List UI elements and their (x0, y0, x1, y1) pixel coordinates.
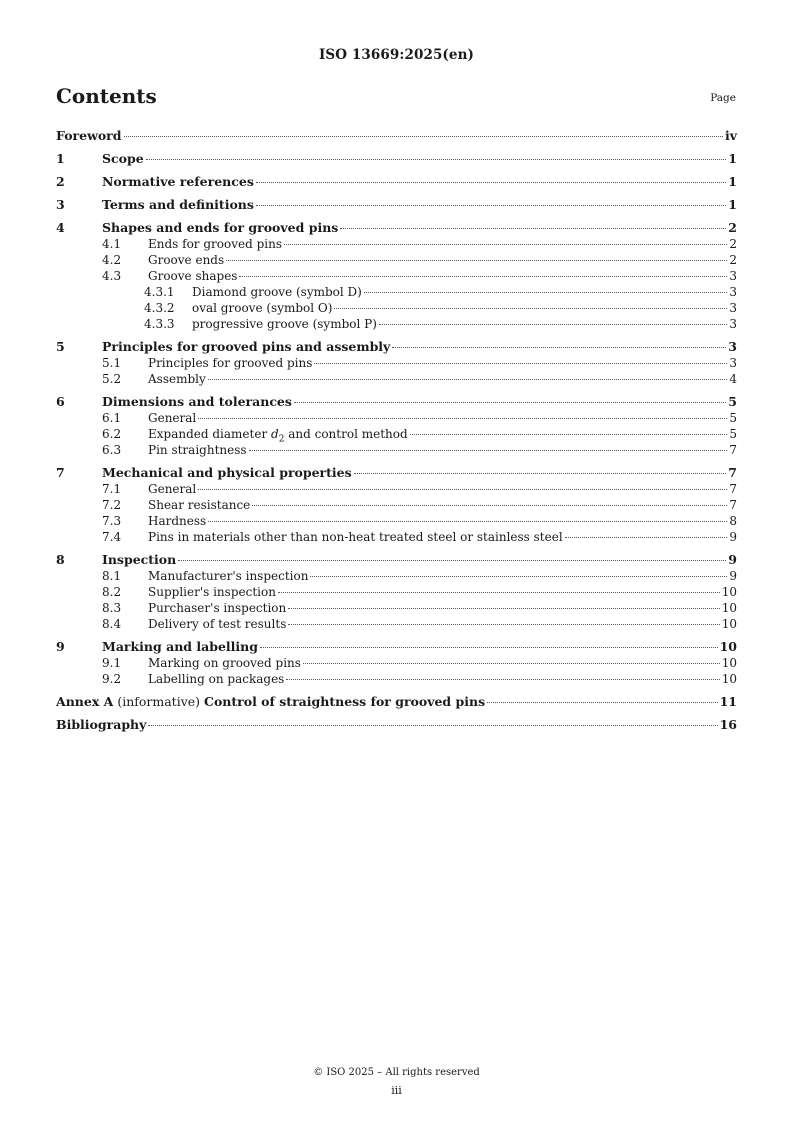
toc-number: 7.2 (102, 498, 122, 512)
toc-title: Mechanical and physical properties (102, 465, 352, 480)
toc-number: 4 (56, 220, 65, 235)
toc-number: 7.3 (102, 514, 122, 528)
toc-title-part: Expanded diameter (148, 427, 271, 441)
toc-number: 9 (56, 639, 65, 654)
dot-leader (198, 418, 727, 419)
page-number: iii (391, 1084, 402, 1097)
dot-leader (148, 725, 717, 726)
toc-number: 8.2 (102, 585, 122, 599)
toc-page: 1 (728, 151, 737, 166)
toc-title: progressive groove (symbol P) (192, 317, 377, 331)
toc-number: 4.2 (102, 253, 122, 267)
toc-entry-8-1[interactable] (56, 568, 737, 584)
dot-leader (208, 521, 727, 522)
toc-number: 1 (56, 151, 65, 166)
dot-leader (124, 136, 723, 137)
document-id-header: ISO 13669:2025(en) (318, 47, 475, 63)
toc-entry-2[interactable] (56, 174, 737, 190)
toc-title: Principles for grooved pins (148, 356, 313, 370)
dot-leader (303, 663, 720, 664)
toc-title: Delivery of test results (148, 617, 287, 631)
toc-title: Marking on grooved pins (148, 656, 301, 670)
toc-entry-3[interactable] (56, 197, 737, 213)
toc-page: 1 (728, 174, 737, 189)
toc-number: 4.3.2 (144, 301, 175, 315)
toc-entry-7-4[interactable] (56, 529, 737, 545)
dot-leader (208, 379, 728, 380)
toc-page: 16 (719, 717, 737, 732)
toc-entry-5[interactable] (56, 339, 737, 355)
toc-page: 5 (728, 394, 737, 409)
annex-type: (informative) (113, 694, 205, 709)
toc-entry-4-3[interactable] (56, 268, 737, 284)
dot-leader (278, 592, 720, 593)
toc-title: Principles for grooved pins and assembly (102, 339, 391, 354)
toc-page: 10 (721, 617, 737, 631)
dot-leader (146, 159, 727, 160)
toc-title: Pin straightness (148, 443, 247, 457)
toc-title-variable: d (271, 427, 279, 441)
toc-title: Labelling on packages (148, 672, 285, 686)
dot-leader (379, 324, 727, 325)
toc-page: 9 (729, 530, 737, 544)
toc-title: Manufacturer's inspection (148, 569, 309, 583)
toc-number: 9.2 (102, 672, 122, 686)
toc-number: 3 (56, 197, 65, 212)
toc-entry-bibliography[interactable] (56, 717, 737, 733)
toc-page: 3 (729, 356, 737, 370)
toc-entry-4-1[interactable] (56, 236, 737, 252)
toc-title: Marking and labelling (102, 639, 259, 654)
dot-leader (178, 560, 726, 561)
dot-leader (310, 576, 727, 577)
toc-number: 6.3 (102, 443, 122, 457)
toc-number: 8.4 (102, 617, 122, 631)
toc-title: Assembly (148, 372, 206, 386)
toc-page: 9 (728, 552, 737, 567)
dot-leader (364, 292, 727, 293)
dot-leader (487, 702, 717, 703)
toc-title: Groove ends (148, 253, 225, 267)
toc-title: Shear resistance (148, 498, 251, 512)
dot-leader (334, 308, 727, 309)
toc-page: 3 (729, 301, 737, 315)
toc-title (148, 426, 408, 445)
toc-title: Dimensions and tolerances (102, 394, 292, 409)
toc-entry-4-3-3[interactable] (56, 316, 737, 332)
toc-title: Terms and definitions (102, 197, 254, 212)
toc-number: 4.3 (102, 269, 122, 283)
toc-entry-8[interactable] (56, 552, 737, 568)
toc-title: Groove shapes (148, 269, 238, 283)
toc-title: Normative references (102, 174, 254, 189)
page-column-label: Page (710, 92, 736, 104)
toc-number: 8.3 (102, 601, 122, 615)
toc-page: 2 (729, 253, 737, 267)
toc-entry-6-2[interactable] (56, 426, 737, 445)
toc-title: Supplier's inspection (148, 585, 276, 599)
toc-number: 7 (56, 465, 65, 480)
dot-leader (256, 182, 726, 183)
toc-title: Purchaser's inspection (148, 601, 287, 615)
toc-title-part: and control method (284, 427, 408, 441)
toc-title-subscript: 2 (278, 434, 285, 445)
toc-entry-9-2[interactable] (56, 671, 737, 687)
dot-leader (239, 276, 727, 277)
toc-entry-9[interactable] (56, 639, 737, 655)
annex-label: Annex A (56, 694, 114, 709)
toc-page: 10 (721, 601, 737, 615)
toc-entry-8-2[interactable] (56, 584, 737, 600)
toc-page: 3 (728, 339, 737, 354)
toc-title (56, 694, 485, 710)
toc-entry-8-3[interactable] (56, 600, 737, 616)
toc-entry-annex-a[interactable] (56, 694, 737, 710)
toc-number: 5 (56, 339, 65, 354)
dot-leader (256, 205, 726, 206)
dot-leader (288, 608, 719, 609)
toc-page: 10 (721, 672, 737, 686)
dot-leader (314, 363, 727, 364)
toc-page: 9 (729, 569, 737, 583)
toc-number: 8 (56, 552, 65, 567)
toc-page: 1 (728, 197, 737, 212)
toc-entry-9-1[interactable] (56, 655, 737, 671)
dot-leader (565, 537, 728, 538)
toc-title: Bibliography (56, 717, 147, 732)
toc-title: Scope (102, 151, 144, 166)
toc-number: 2 (56, 174, 65, 189)
toc-entry-foreword[interactable] (56, 128, 737, 144)
toc-number: 5.1 (102, 356, 122, 370)
toc-page: 3 (729, 269, 737, 283)
dot-leader (340, 228, 726, 229)
toc-number: 6.2 (102, 427, 122, 441)
dot-leader (392, 347, 726, 348)
toc-entry-5-2[interactable] (56, 371, 737, 387)
toc-title: Diamond groove (symbol D) (192, 285, 362, 299)
toc-title: General (148, 411, 197, 425)
dot-leader (249, 450, 728, 451)
contents-heading: Contents (56, 84, 157, 108)
toc-entry-7-1[interactable] (56, 481, 737, 497)
toc-entry-4[interactable] (56, 220, 737, 236)
toc-page: 8 (729, 514, 737, 528)
toc-title: Foreword (56, 128, 122, 143)
copyright-notice: © ISO 2025 – All rights reserved (313, 1067, 480, 1078)
toc-page: 11 (719, 694, 737, 709)
dot-leader (226, 260, 727, 261)
toc-entry-6[interactable] (56, 394, 737, 410)
toc-number: 8.1 (102, 569, 122, 583)
toc-entry-5-1[interactable] (56, 355, 737, 371)
toc-page: 5 (729, 427, 737, 441)
toc-entry-4-2[interactable] (56, 252, 737, 268)
toc-number: 4.3.3 (144, 317, 175, 331)
toc-entry-7-3[interactable] (56, 513, 737, 529)
dot-leader (252, 505, 727, 506)
dot-leader (286, 679, 719, 680)
dot-leader (284, 244, 727, 245)
toc-entry-6-1[interactable] (56, 410, 737, 426)
dot-leader (288, 624, 719, 625)
annex-title: Control of straightness for grooved pins (204, 694, 486, 709)
toc-number: 7.1 (102, 482, 122, 496)
dot-leader (410, 434, 728, 435)
toc-entry-1[interactable] (56, 151, 737, 167)
toc-title: Hardness (148, 514, 207, 528)
toc-page: 7 (729, 482, 737, 496)
toc-page: 5 (729, 411, 737, 425)
toc-page: 3 (729, 317, 737, 331)
toc-entry-4-3-2[interactable] (56, 300, 737, 316)
toc-number: 6.1 (102, 411, 122, 425)
toc-page: iv (724, 128, 737, 143)
toc-entry-6-3[interactable] (56, 442, 737, 458)
toc-title: Shapes and ends for grooved pins (102, 220, 339, 235)
toc-page: 4 (729, 372, 737, 386)
toc-title: General (148, 482, 197, 496)
toc-title: Ends for grooved pins (148, 237, 283, 251)
toc-title: Inspection (102, 552, 177, 567)
toc-page: 7 (729, 498, 737, 512)
toc-entry-8-4[interactable] (56, 616, 737, 632)
toc-title: Pins in materials other than non-heat treated steel or stainless steel (148, 530, 563, 544)
toc-page: 2 (728, 220, 737, 235)
table-of-contents (56, 128, 737, 733)
toc-page: 7 (729, 443, 737, 457)
toc-number: 4.1 (102, 237, 122, 251)
toc-page: 2 (729, 237, 737, 251)
toc-number: 4.3.1 (144, 285, 175, 299)
toc-number: 5.2 (102, 372, 122, 386)
toc-page: 10 (719, 639, 737, 654)
dot-leader (198, 489, 727, 490)
toc-page: 7 (728, 465, 737, 480)
dot-leader (260, 647, 718, 648)
toc-number: 6 (56, 394, 65, 409)
dot-leader (294, 402, 726, 403)
toc-number: 7.4 (102, 530, 122, 544)
toc-page: 10 (721, 585, 737, 599)
toc-page: 10 (721, 656, 737, 670)
toc-entry-7-2[interactable] (56, 497, 737, 513)
toc-title: oval groove (symbol O) (192, 301, 333, 315)
dot-leader (354, 473, 727, 474)
toc-number: 9.1 (102, 656, 122, 670)
toc-entry-4-3-1[interactable] (56, 284, 737, 300)
toc-entry-7[interactable] (56, 465, 737, 481)
toc-page: 3 (729, 285, 737, 299)
